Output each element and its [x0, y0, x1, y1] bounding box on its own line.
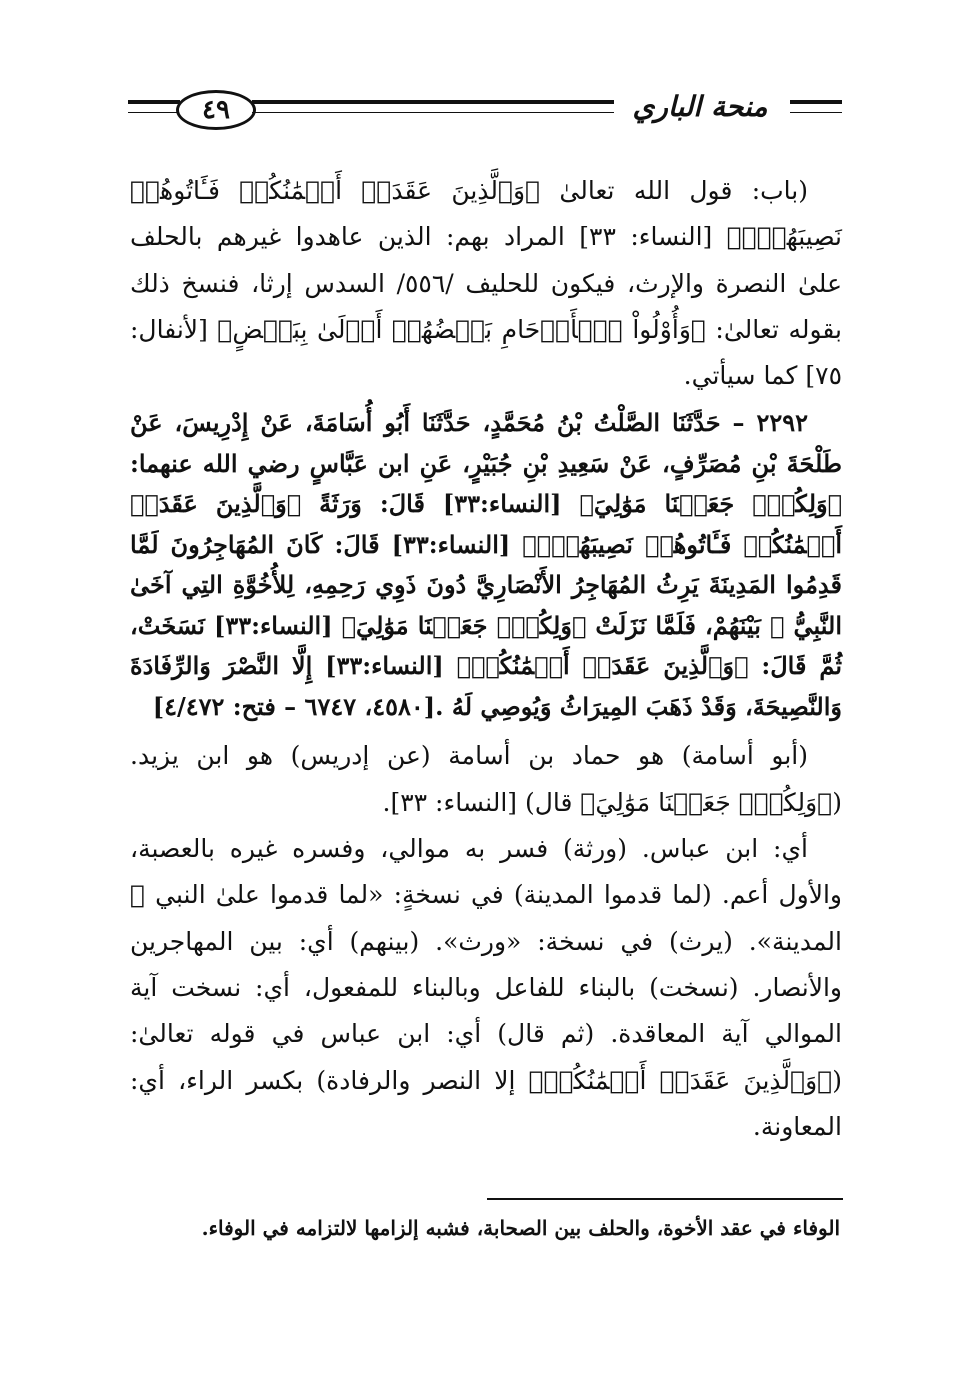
commentary-paragraph-2: أي: ابن عباس. (ورثة) فسر به موالي، وفسره غيره بالعصبة، والأول أعم. (لما قدموا المدينة) في نسخةٍ: «لما قدموا علىٰ النبي ﷺ المدينة». (يرث) في نسخة: «ورث». (بينهم) أي: بين المهاجرين والأنصار. (نسخت) بالبناء للفاعل وبالبناء للمفعول، أي: نسخت آية الموالي آية المعاقدة. (ثم قال) أي: ابن عباس في قوله تعالىٰ: (﴿وَٱلَّذِينَ عَقَدَتۡ أَيۡمَٰنُكُمۡ﴾ إلا النصر والرفادة) بكسر الراء، أي: المعاونة.	[130, 834, 842, 1141]
header-rule-right-bottom	[790, 112, 842, 113]
page-number: ٤٩	[202, 95, 230, 125]
main-text	[130, 168, 842, 1150]
header-rule-middle-top	[252, 100, 614, 104]
chapter-heading-paragraph: (باب: قول الله تعالىٰ ﴿وَٱلَّذِينَ عَقَدَتۡ أَيۡمَٰنُكُمۡ فَـَٔاتُوهُمۡ نَصِيبَهُمۡۚ﴾ [النساء: ٣٣] المراد بهم: الذين عاهدوا غيرهم بالحلف علىٰ النصرة والإرث، فيكون للحليف /٥٥٦/ السدس إرثا، فنسخ ذلك بقوله تعالىٰ: ﴿وَأُوْلُواْ ٱلۡأَرۡحَامِ بَعۡضُهُمۡ أَوۡلَىٰ بِبَعۡضٍ﴾ [لأنفال: ٧٥] كما سيأتي.	[130, 176, 842, 391]
commentary-paragraph-1: (أبو أسامة) هو حماد بن أسامة (عن إدريس) هو ابن يزيد. (﴿وَلِكُلّٖ جَعَلۡنَا مَوَٰلِيَ﴾ قال) [النساء: ٣٣].	[130, 741, 842, 817]
hadith-text: ٢٢٩٢ – حَدَّثَنَا الصَّلْتُ بْنُ مُحَمَّدٍ، حَدَّثَنَا أَبُو أُسَامَةَ، عَنْ إِدْرِيسَ، عَنْ طَلْحَةَ بْنِ مُصَرِّفٍ، عَنْ سَعِيدِ بْنِ جُبَيْرٍ، عَنِ ابن عَبَّاسٍ رضي الله عنهما: ﴿وَلِكُلّٖ جَعَلۡنَا مَوَٰلِيَ﴾ [النساء:٣٣] قَالَ: وَرَثَةً ﴿وَٱلَّذِينَ عَقَدَتۡ أَيۡمَٰنُكُمۡ فَـَٔاتُوهُمۡ نَصِيبَهُمۡۚ﴾ [النساء:٣٣] قَالَ: كَانَ المُهَاجِرُونَ لَمَّا قَدِمُوا المَدِينَةَ يَرِثُ المُهَاجِرُ الأَنْصَارِيَّ دُونَ ذَوِي رَحِمِهِ، لِلأُخُوَّةِ التِي آخَىٰ النَّبِيُّ ﷺ بَيْنَهُمْ، فَلَمَّا نَزَلَتْ ﴿وَلِكُلّٖ جَعَلۡنَا مَوَٰلِيَ﴾ [النساء:٣٣] نَسَخَتْ، ثُمَّ قَالَ: ﴿وَٱلَّذِينَ عَقَدَتۡ أَيۡمَٰنُكُمۡ﴾ [النساء:٣٣] إِلَّا النَّصْرَ وَالرِّفَادَةَ وَالنَّصِيحَةَ، وَقَدْ ذَهَبَ المِيرَاثُ وَيُوصِي لَهُ .[٤٥٨٠، ٦٧٤٧ – فتح: ٤/٤٧٢]	[130, 408, 843, 721]
footnote: الوفاء في عقد الأخوة، والحلف بين الصحابة، فشبه إلزامها لالتزامه في الوفاء.	[201, 1216, 840, 1240]
running-title: منحة الباري	[632, 90, 768, 123]
header-rule-right-top	[790, 100, 842, 104]
page-header	[0, 88, 955, 158]
header-rule-left-top	[128, 100, 180, 104]
header-rule-middle-bottom	[252, 112, 614, 113]
page-number-badge	[176, 90, 256, 130]
footnote-separator	[487, 1198, 843, 1200]
header-rule-left-bottom	[128, 112, 180, 113]
